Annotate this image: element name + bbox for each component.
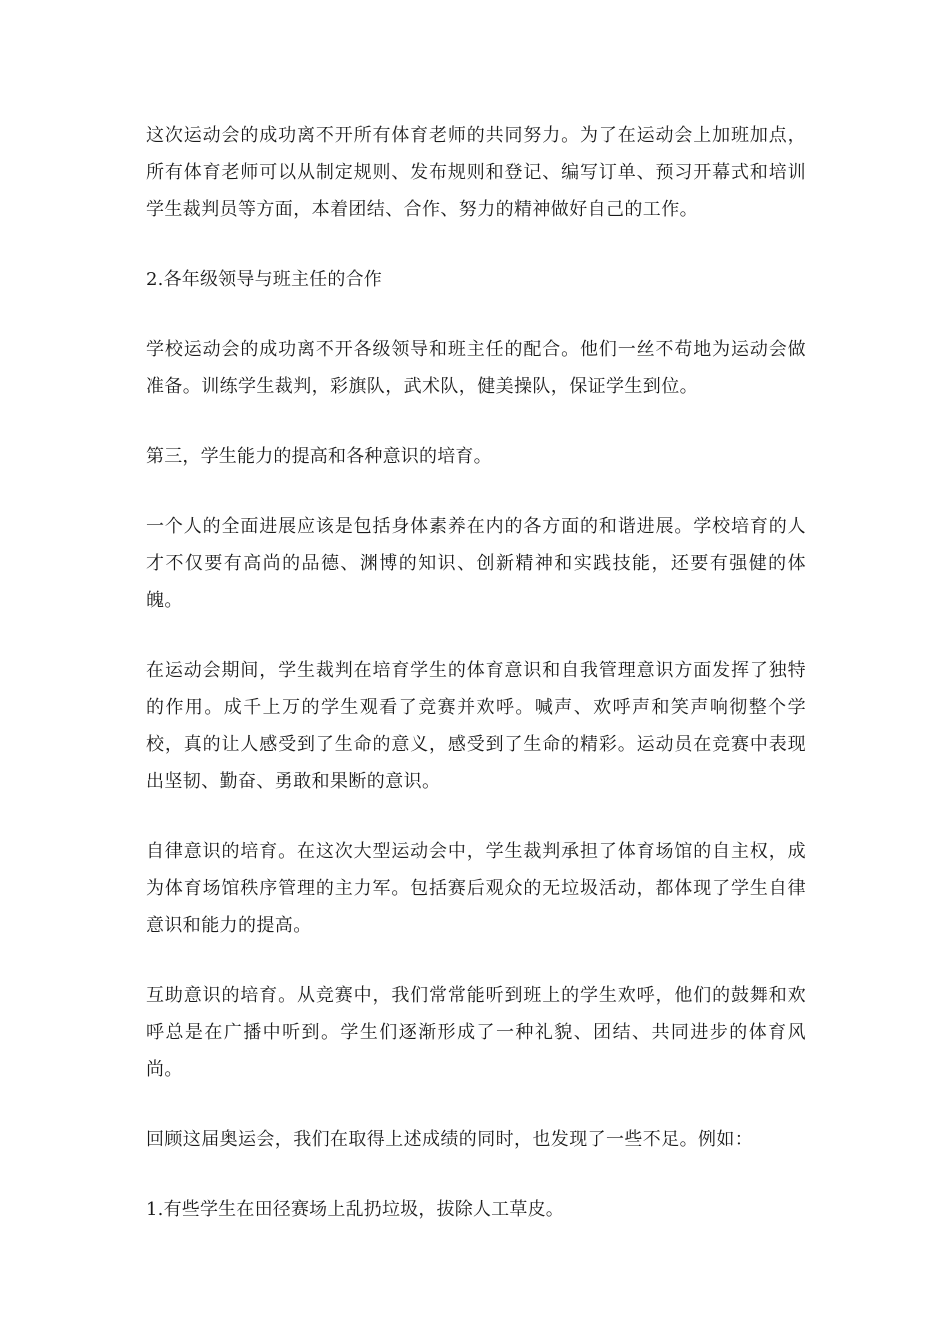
list-item-littering: 1.有些学生在田径赛场上乱扔垃圾，拔除人工草皮。 (146, 1199, 564, 1220)
paragraph-mutual-help: 互助意识的培育。从竞赛中，我们常常能听到班上的学生欢呼，他们的鼓舞和欢呼总是在广播中听到。学生们逐渐形成了一种礼貌、团结、共同进步的体育风尚。 (146, 985, 806, 1080)
section-heading-student-ability: 第三，学生能力的提高和各种意识的培育。 (146, 446, 492, 467)
paragraph-self-discipline: 自律意识的培育。在这次大型运动会中，学生裁判承担了体育场馆的自主权，成为体育场馆秩序管理的主力军。包括赛后观众的无垃圾活动，都体现了学生自律意识和能力的提高。 (146, 841, 806, 936)
paragraph-all-round-development: 一个人的全面进展应该是包括身体素养在内的各方面的和谐进展。学校培育的人才不仅要有高尚的品德、渊博的知识、创新精神和实践技能，还要有强健的体魄。 (146, 516, 806, 611)
paragraph-student-referees: 在运动会期间，学生裁判在培育学生的体育意识和自我管理意识方面发挥了独特的作用。成千上万的学生观看了竞赛并欢呼。喊声、欢呼声和笑声响彻整个学校，真的让人感受到了生命的意义，感受到了生命的精彩。运动员在竞赛中表现出坚韧、勤奋、勇敢和果断的意识。 (146, 660, 806, 792)
document-body (146, 117, 806, 1261)
paragraph-review-shortcomings: 回顾这届奥运会，我们在取得上述成绩的同时，也发现了一些不足。例如： (146, 1129, 754, 1150)
paragraph-teachers-effort: 这次运动会的成功离不开所有体育老师的共同努力。为了在运动会上加班加点，所有体育老师可以从制定规则、发布规则和登记、编写订单、预习开幕式和培训学生裁判员等方面，本着团结、合作、努力的精神做好自己的工作。 (146, 125, 806, 220)
section-heading-cooperation: 2.各年级领导与班主任的合作 (146, 269, 382, 290)
paragraph-leaders-cooperation: 学校运动会的成功离不开各级领导和班主任的配合。他们一丝不苟地为运动会做准备。训练学生裁判，彩旗队，武术队，健美操队，保证学生到位。 (146, 339, 806, 397)
